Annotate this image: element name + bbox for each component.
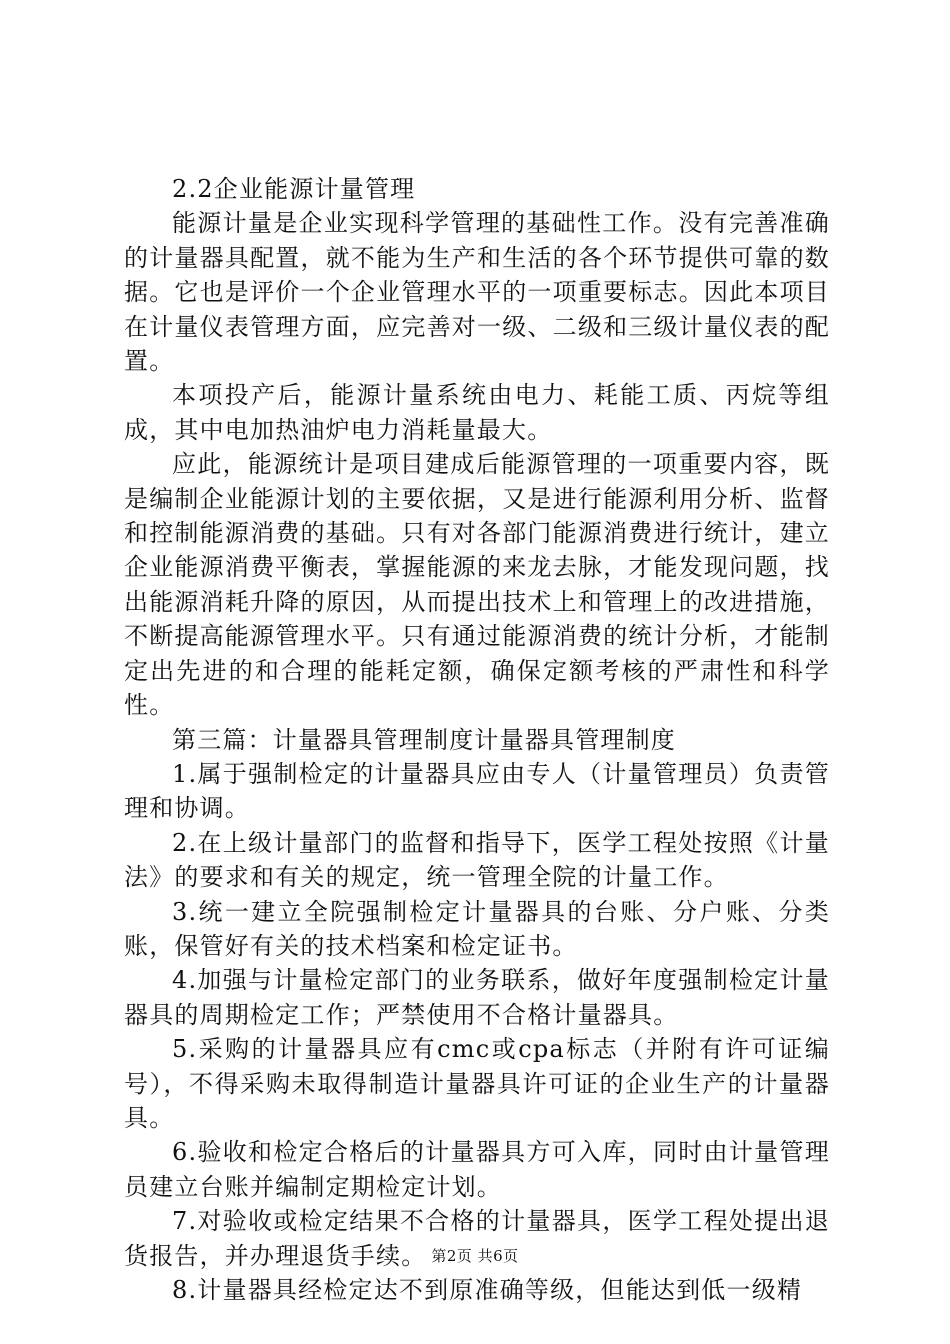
section-heading-2-2: 2.2企业能源计量管理 <box>172 175 416 203</box>
body-paragraph: 能源计量是企业实现科学管理的基础性工作。没有完善准确的计量器具配置，就不能为生产和生活的各个环节提供可靠的数据。它也是评价一个企业管理水平的一项重要标志。因此本项目在计量仪表管理方面，应完善对一级、二级和三级计量仪表的配置。 <box>124 209 830 376</box>
page-footer: 第2页 共6页 <box>431 1247 519 1265</box>
list-item: 5.采购的计量器具应有cmc或cpa标志（并附有许可证编号），不得采购未取得制造计量器具许可证的企业生产的计量器具。 <box>124 1035 830 1132</box>
body-paragraph: 应此，能源统计是项目建成后能源管理的一项重要内容，既是编制企业能源计划的主要依据，又是进行能源利用分析、监督和控制能源消费的基础。只有对各部门能源消费进行统计，建立企业能源消费平衡表，掌握能源的来龙去脉，才能发现问题，找出能源消耗升降的原因，从而提出技术上和管理上的改进措施，不断提高能源管理水平。只有通过能源消费的统计分析，才能制定出先进的和合理的能耗定额，确保定额考核的严肃性和科学性。 <box>124 450 830 720</box>
list-item: 4.加强与计量检定部门的业务联系，做好年度强制检定计量器具的周期检定工作；严禁使用不合格计量器具。 <box>124 966 830 1029</box>
list-item: 2.在上级计量部门的监督和指导下，医学工程处按照《计量法》的要求和有关的规定，统一管理全院的计量工作。 <box>124 828 830 892</box>
list-item: 6.验收和检定合格后的计量器具方可入库，同时由计量管理员建立台账并编制定期检定计划。 <box>124 1138 830 1201</box>
document-body <box>124 172 830 1307</box>
list-item: 8.计量器具经检定达不到原准确等级，但能达到低一级精 <box>172 1276 803 1304</box>
chapter-heading: 第三篇：计量器具管理制度计量器具管理制度 <box>172 725 676 754</box>
list-item: 7.对验收或检定结果不合格的计量器具，医学工程处提出退货报告，并办理退货手续。 <box>124 1207 830 1270</box>
body-paragraph: 本项投产后，能源计量系统由电力、耗能工质、丙烷等组成，其中电加热油炉电力消耗量最大。 <box>124 381 830 444</box>
list-item: 1.属于强制检定的计量器具应由专人（计量管理员）负责管理和协调。 <box>124 759 830 823</box>
list-item: 3.统一建立全院强制检定计量器具的台账、分户账、分类账，保管好有关的技术档案和检定证书。 <box>124 897 830 960</box>
